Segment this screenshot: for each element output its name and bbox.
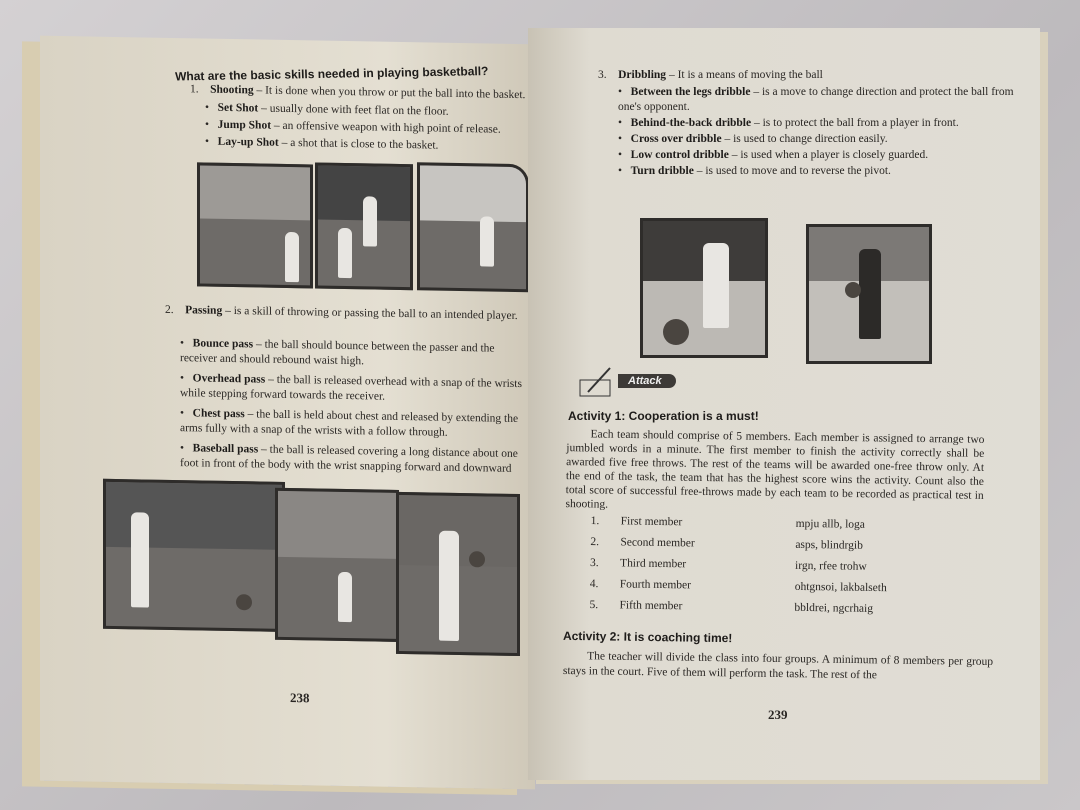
- member-name: Third member: [619, 557, 687, 571]
- activity1-body: Each team should comprise of 5 members. Each member is assigned to arrange two jumbled words in a minute. The first member to finish the activity correctly shall be awarded five free throws. The rest of the teams will be awarded one-free throw only. At the end of the task, the team that has the highest score wins the activity. Count also the total score of successful free-throws made by each team to be recorded as practical test in shooting.: [565, 428, 985, 511]
- item-title: Chest pass: [192, 407, 245, 421]
- item-title: Baseball pass: [192, 442, 259, 456]
- photo-dribble-2: [806, 224, 932, 364]
- item-number: 3.: [598, 69, 607, 81]
- dribbling-list: [618, 85, 1028, 179]
- item-desc: – usually done with feet flat on the floor.: [258, 102, 449, 118]
- jumbled-words: asps, blindrgib: [795, 538, 863, 552]
- list-item: • Chest pass – the ball is held about chest and released by extending the arms fully with a snap of the wrists with a follow through.: [180, 407, 519, 439]
- passing-item: [165, 303, 530, 324]
- item-title: Between the legs dribble: [630, 86, 751, 98]
- page-number: 238: [290, 690, 310, 706]
- list-item: • Overhead pass – the ball is released overhead with a snap of the wrists while stepping forward towards the receiver.: [180, 372, 522, 403]
- item-number: 1.: [190, 83, 199, 96]
- jumbled-words: mpju allb, loga: [795, 517, 866, 531]
- left-page: [40, 36, 535, 790]
- list-item: • Cross over dribble – is used to change direction easily.: [618, 133, 888, 145]
- page-number: 239: [768, 707, 788, 722]
- item-title: Turn dribble: [630, 165, 694, 177]
- item-title: Shooting: [210, 83, 254, 97]
- jumbled-words: irgn, rfee trohw: [794, 559, 867, 573]
- hand-pencil-icon: [578, 366, 622, 398]
- row-number: 1.: [590, 515, 600, 528]
- item-desc: – a shot that is close to the basket.: [278, 136, 439, 152]
- activity2-title: Activity 2: It is coaching time!: [562, 628, 733, 646]
- photo-overhead-pass: [275, 488, 399, 642]
- list-item: • Lay-up Shot – a shot that is close to the basket.: [205, 135, 439, 152]
- photo-lay-up-shot: [417, 162, 529, 292]
- item-title: Low control dribble: [630, 149, 729, 161]
- item-desc: – is used to move and to reverse the pivot.: [693, 165, 891, 177]
- list-item: • Baseball pass – the ball is released covering a long distance about one foot in front of the body with the wrist snapping forward and downward: [180, 442, 518, 475]
- photo-set-shot: [197, 162, 313, 288]
- item-desc: – is used when a player is closely guarded.: [728, 149, 929, 161]
- item-desc: – the ball should bounce between the passer and the receiver and should rebound waist high.: [180, 338, 495, 368]
- item-desc: – It is done when you throw or put the ball into the basket.: [253, 84, 526, 102]
- item-title: Overhead pass: [192, 372, 266, 386]
- list-item: • Turn dribble – is used to move and to reverse the pivot.: [618, 165, 891, 177]
- photo-jump-shot: [315, 162, 413, 290]
- item-number: 2.: [165, 303, 174, 317]
- row-number: 3.: [590, 556, 599, 570]
- item-desc: – the ball is released overhead with a snap of the wrists while stepping forward towards the receiver.: [180, 373, 522, 403]
- row-number: 2.: [590, 536, 600, 549]
- jumbled-words: bbldrei, ngcrhaig: [794, 601, 874, 615]
- list-item: • Low control dribble – is used when a player is closely guarded.: [618, 149, 929, 161]
- item-desc: – is to protect the ball from a player in front.: [751, 117, 959, 129]
- item-title: Bounce pass: [192, 337, 254, 351]
- item-desc: – It is a means of moving the ball: [666, 69, 823, 81]
- item-title: Set Shot: [217, 101, 259, 115]
- member-name: First member: [620, 515, 683, 529]
- member-name: Second member: [620, 536, 695, 550]
- passing-list: [180, 336, 530, 477]
- shooting-item: [190, 82, 530, 103]
- item-title: Dribbling: [618, 69, 667, 81]
- item-desc: – an offensive weapon with high point of release.: [271, 119, 501, 136]
- item-desc: – the ball is held about chest and released by extending the arms fully with a snap of the wrists with a follow through.: [180, 408, 519, 439]
- item-desc: – the ball is released covering a long distance about one foot in front of the body with the wrist snapping forward and downward: [180, 443, 518, 475]
- dribbling-item: [598, 68, 1018, 83]
- jumbled-words: ohtgnsoi, lakbalseth: [794, 580, 887, 595]
- member-list: [589, 515, 1020, 626]
- photo-chest-pass: [396, 492, 520, 656]
- photo-bounce-pass: [103, 479, 285, 632]
- list-item: • Set Shot – usually done with feet flat on the floor.: [205, 101, 449, 118]
- list-item: • Behind-the-back dribble – is to protect the ball from a player in front.: [618, 117, 959, 129]
- member-name: Fifth member: [619, 599, 683, 613]
- list-item: • Jump Shot – an offensive weapon with high point of release.: [205, 118, 501, 136]
- item-desc: – is a move to change direction and protect the ball from one's opponent.: [618, 86, 1014, 113]
- row-number: 5.: [589, 598, 599, 612]
- attack-label: Attack: [618, 374, 676, 388]
- item-title: Jump Shot: [217, 118, 272, 132]
- attack-badge: [578, 366, 678, 396]
- item-title: Behind-the-back dribble: [630, 117, 752, 129]
- shooting-list: [205, 101, 530, 156]
- list-item: • Between the legs dribble – is a move to change direction and protect the ball from one's opponent.: [618, 86, 1014, 113]
- activity2-body: The teacher will divide the class into four groups. A minimum of 8 members per group stays in the court. Five of them will perform the task. The rest of the: [562, 650, 994, 682]
- row-number: 4.: [589, 577, 599, 591]
- photo-dribble-1: [640, 218, 768, 358]
- item-title: Cross over dribble: [630, 133, 722, 145]
- item-title: Lay-up Shot: [217, 135, 279, 149]
- member-name: Fourth member: [619, 578, 692, 592]
- list-item: • Bounce pass – the ball should bounce between the passer and the receiver and should rebound waist high.: [180, 337, 495, 368]
- item-title: Passing: [185, 304, 223, 317]
- item-desc: – is used to change direction easily.: [721, 133, 888, 145]
- item-desc: – is a skill of throwing or passing the ball to an intended player.: [222, 304, 518, 323]
- section-question: What are the basic skills needed in playing basketball?: [174, 64, 489, 84]
- activity1-title: Activity 1: Cooperation is a must!: [568, 409, 759, 423]
